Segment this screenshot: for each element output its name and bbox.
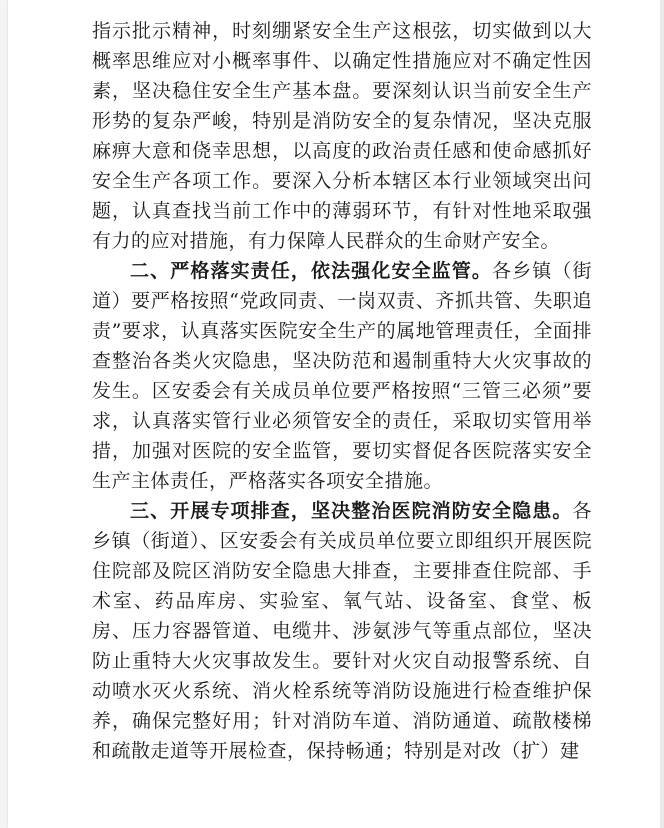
paragraph-text: 各乡镇（街道）、区安委会有关成员单位要立即组织开展医院住院部及院区消防安全隐患大排查，主要排查住院部、手术室、药品库房、实验室、氧气站、设备室、食堂、板房、压力容器管道、电缆井、涉氨涉气等重点部位，坚决防止重特大火灾事故发生。要针对火灾自动报警系统、自动喷水灭火系统、消火栓系统等消防设施进行检查维护保养，确保完整好用；针对消防车道、消防通道、疏散楼梯和疏散走道等开展检查，保持畅通；特别是对改（扩）建 [92, 500, 592, 762]
paragraph-section-two [92, 256, 592, 496]
section-heading: 三、开展专项排查，坚决整治医院消防安全隐患。 [130, 500, 573, 522]
paragraph-section-three [92, 496, 592, 766]
document-body [92, 16, 592, 766]
document-page [8, 0, 660, 828]
paragraph-text: 各乡镇（街道）要严格按照“党政同责、一岗双责、齐抓共管、失职追责”要求，认真落实医院安全生产的属地管理责任，全面排查整治各类火灾隐患，坚决防范和遏制重特大火灾事故的发生。区安委会有关成员单位要严格按照“三管三必须”要求，认真落实管行业必须管安全的责任，采取切实管用举措，加强对医院的安全监管，要切实督促各医院落实安全生产主体责任，严格落实各项安全措施。 [92, 260, 592, 492]
paragraph-continuation [92, 16, 592, 256]
section-heading: 二、严格落实责任，依法强化安全监管。 [130, 260, 493, 282]
paragraph-text: 指示批示精神，时刻绷紧安全生产这根弦，切实做到以大概率思维应对小概率事件、以确定性措施应对不确定性因素，坚决稳住安全生产基本盘。要深刻认识当前安全生产形势的复杂严峻，特别是消防安全的复杂情况，坚决克服麻痹大意和侥幸思想，以高度的政治责任感和使命感抓好安全生产各项工作。要深入分析本辖区本行业领域突出问题，认真查找当前工作中的薄弱环节，有针对性地采取强有力的应对措施，有力保障人民群众的生命财产安全。 [92, 20, 592, 252]
scrollbar-track[interactable] [660, 0, 664, 828]
